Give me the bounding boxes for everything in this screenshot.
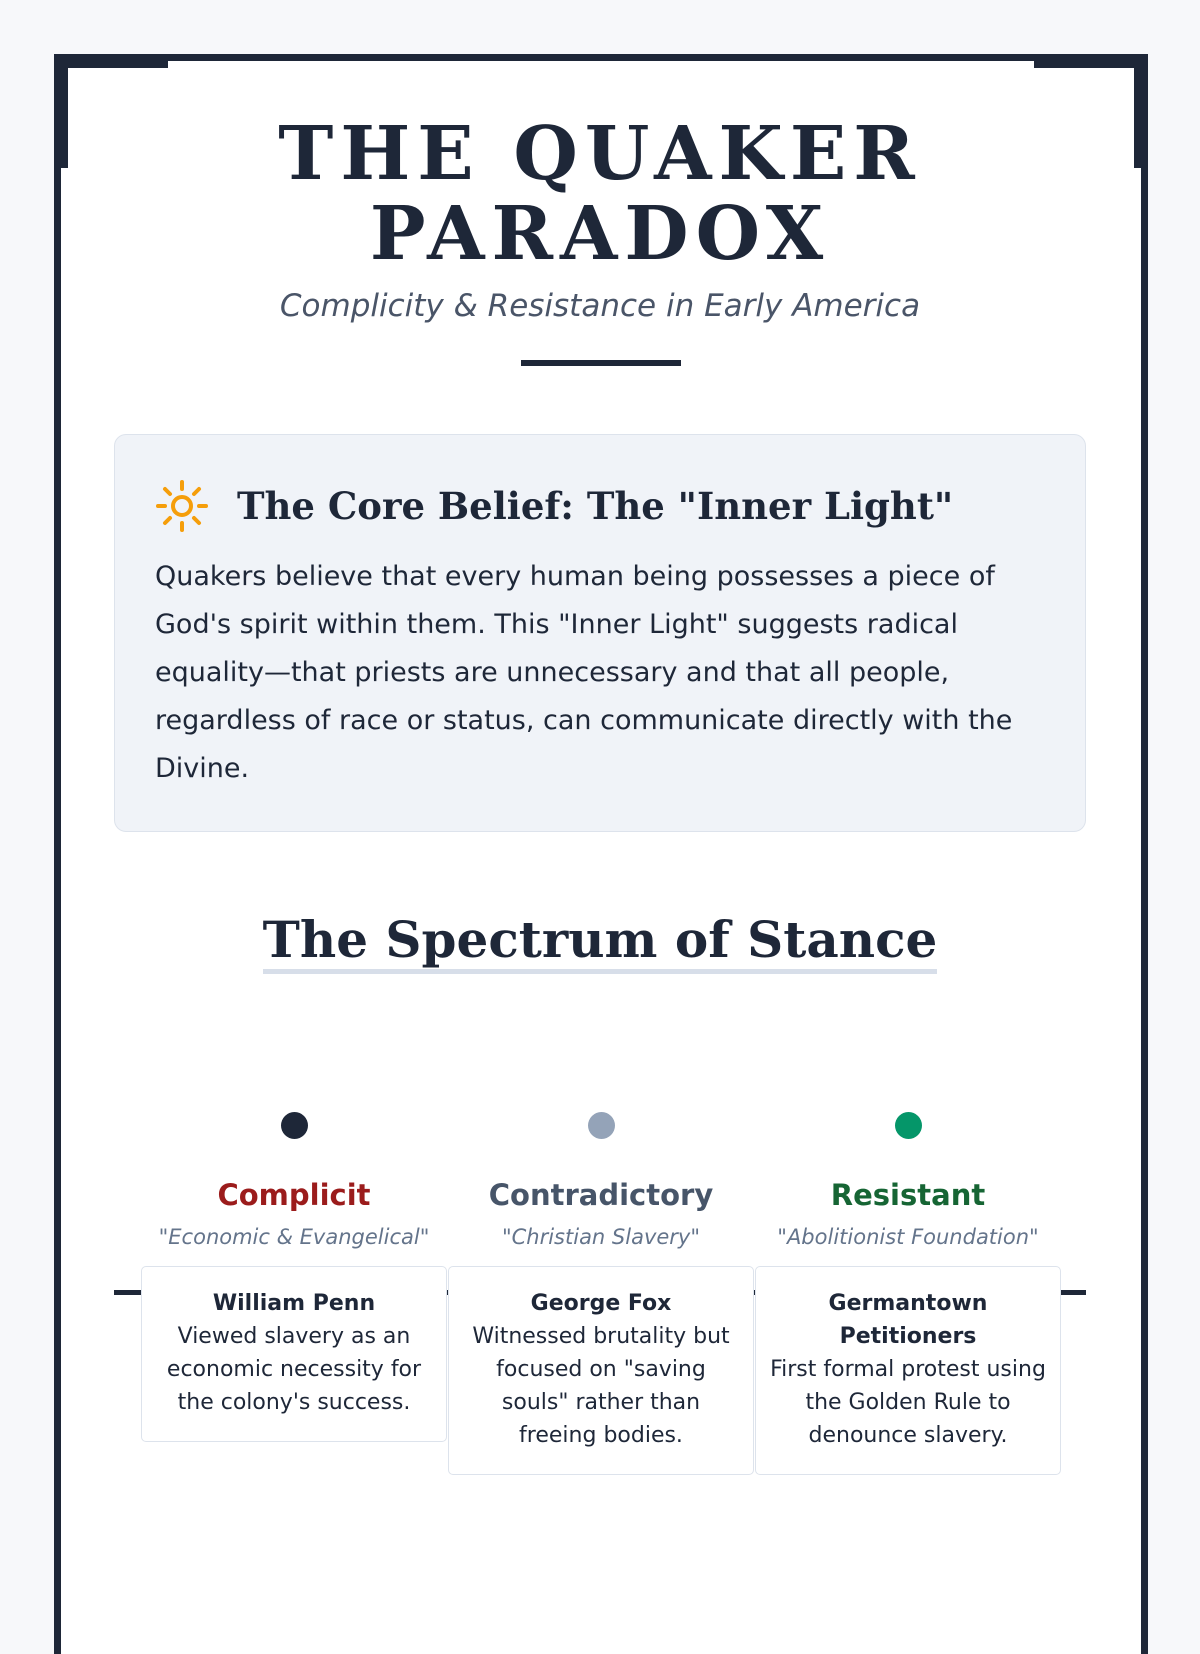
frame-corner-top-left-vertical [54,54,68,168]
stance-label-resistant: Resistant [830,1178,986,1212]
stance-card-resistant [755,1266,1061,1475]
stance-card-contradictory [448,1266,754,1475]
stance-contradictory [448,1112,754,1475]
stance-description: Viewed slavery as an economic necessity for the colony's success. [166,1324,422,1415]
sun-icon [155,479,209,533]
page-subtitle: Complicity & Resistance in Early America [279,288,921,324]
frame-corner-top-right [1034,54,1148,68]
spectrum-title-text: The Spectrum of Stance [263,910,938,974]
core-belief-title: The Core Belief: The "Inner Light" [237,484,954,528]
core-belief-header [155,479,953,533]
stance-person-name: Germantown Petitioners [828,1291,988,1349]
title-divider [521,360,681,366]
title-line-2: PARADOX [369,191,831,277]
stance-tag-resistant: "Abolitionist Foundation" [777,1225,1039,1249]
stance-card-complicit [141,1266,447,1442]
stance-tag-complicit: "Economic & Evangelical" [158,1225,430,1249]
frame-corner-top-left [54,54,168,68]
stance-complicit [141,1112,447,1442]
stance-dot-resistant [895,1112,922,1139]
stance-resistant [755,1112,1061,1475]
title-line-1: THE QUAKER [278,111,922,197]
stance-dot-complicit [281,1112,308,1139]
stance-dot-contradictory [588,1112,615,1139]
page-title [150,111,1050,277]
stance-person-name: George Fox [530,1291,672,1316]
spectrum-title [150,910,1050,969]
stance-person-name: William Penn [212,1291,376,1316]
core-belief-text: Quakers believe that every human being possesses a piece of God's spirit within them. This "Inner Light" suggests radical equality—that priests are unnecessary and that all people, regardless of race or status, can communicate directly with the Divine. [155,561,1013,784]
stance-description: First formal protest using the Golden Rule to denounce slavery. [770,1357,1046,1448]
core-belief-card [114,434,1086,832]
frame-corner-top-right-vertical [1134,54,1148,168]
stance-description: Witnessed brutality but focused on "saving souls" rather than freeing bodies. [472,1324,730,1448]
stance-label-complicit: Complicit [217,1178,371,1212]
stance-label-contradictory: Contradictory [488,1178,714,1212]
stance-tag-contradictory: "Christian Slavery" [501,1225,701,1249]
